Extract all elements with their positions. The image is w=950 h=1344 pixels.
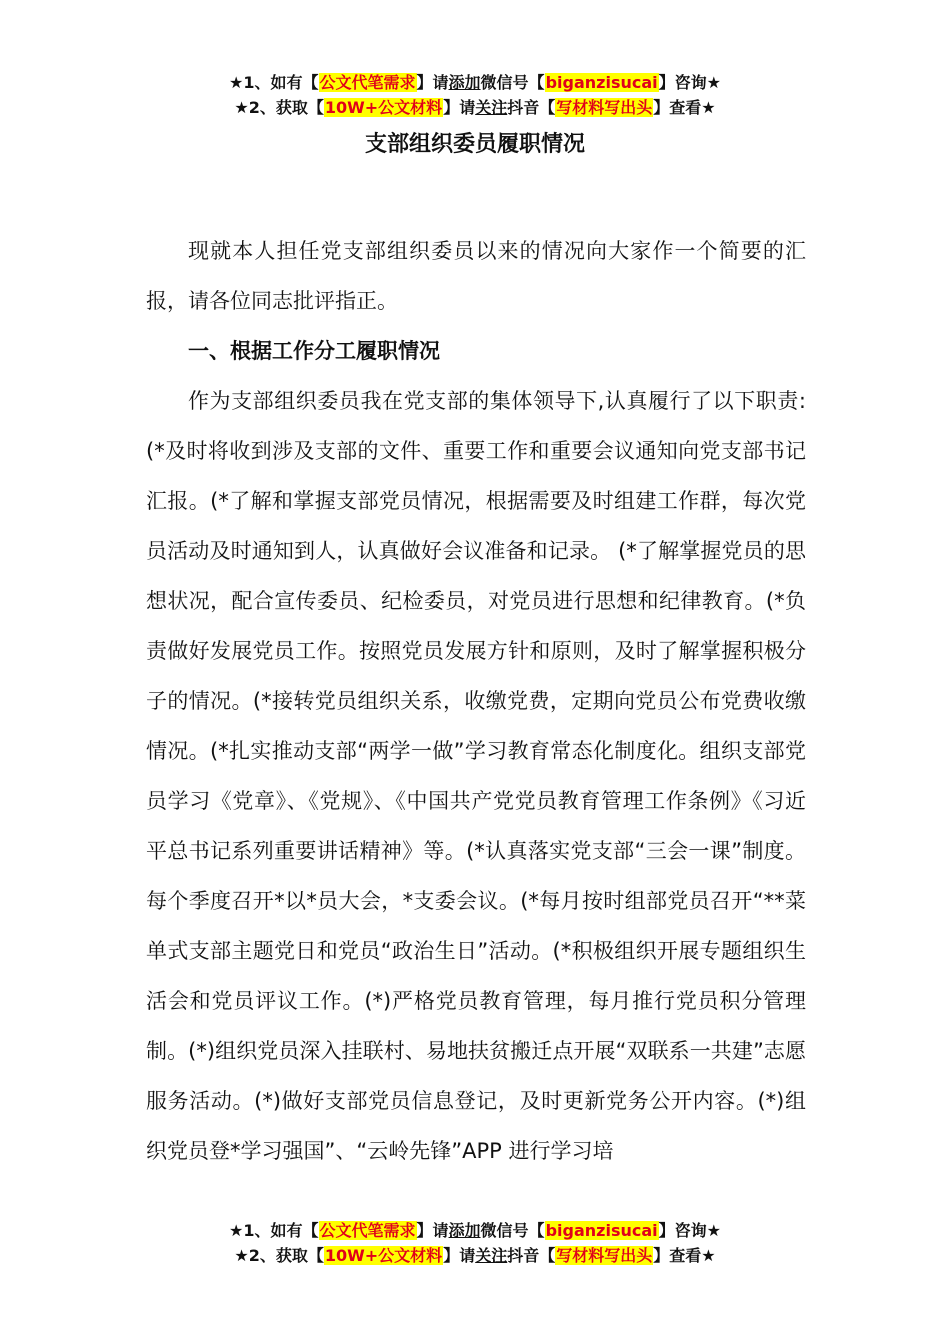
footer-banner xyxy=(0,1218,950,1268)
document-body xyxy=(146,226,806,1176)
banner-highlight: 公文代笔需求 xyxy=(319,1221,416,1240)
banner-text: 抖音【 xyxy=(507,98,556,117)
banner-underlined-text: 关注 xyxy=(475,1246,508,1265)
intro-paragraph: 现就本人担任党支部组织委员以来的情况向大家作一个简要的汇报，请各位同志批评指正。 xyxy=(146,239,806,313)
banner-highlight-douyin-id: 写材料写出头 xyxy=(556,98,653,117)
banner-line-2 xyxy=(0,95,950,120)
banner-text: 】请 xyxy=(443,98,476,117)
banner-suffix: 】查看★ xyxy=(653,1246,716,1265)
section-heading: 一、根据工作分工履职情况 xyxy=(188,339,440,363)
banner-text: 】请 xyxy=(416,1221,449,1240)
banner-prefix: ★1、如有【 xyxy=(229,1221,319,1240)
banner-prefix: ★2、获取【 xyxy=(234,1246,324,1265)
banner-text: 抖音【 xyxy=(507,1246,556,1265)
banner-highlight-douyin-id: 写材料写出头 xyxy=(556,1246,653,1265)
banner-underlined-text: 添加 xyxy=(448,73,481,92)
banner-suffix: 】查看★ xyxy=(653,98,716,117)
banner-underlined-text: 关注 xyxy=(475,98,508,117)
banner-suffix: 】咨询★ xyxy=(658,1221,721,1240)
banner-highlight-wechat-id: biganzisucai xyxy=(545,73,658,92)
banner-text: 微信号【 xyxy=(480,1221,545,1240)
banner-text: 微信号【 xyxy=(480,73,545,92)
banner-highlight: 公文代笔需求 xyxy=(319,73,416,92)
banner-underlined-text: 添加 xyxy=(448,1221,481,1240)
banner-prefix: ★2、获取【 xyxy=(234,98,324,117)
document-title: 支部组织委员履职情况 xyxy=(364,132,585,157)
banner-suffix: 】咨询★ xyxy=(658,73,721,92)
banner-prefix: ★1、如有【 xyxy=(229,73,319,92)
section-paragraph: 作为支部组织委员我在党支部的集体领导下,认真履行了以下职责:(*及时将收到涉及支部的文件、重要工作和重要会议通知向党支部书记汇报。(*了解和掌握支部党员情况，根据需要及时组建工作群，每次党员活动及时通知到人，认真做好会议准备和记录。 (*了解掌握党员的思想状况，配合宣传委员、纪检委员，对党员进行思想和纪律教育。(*负责做好发展党员工作。按照党员发展方针和原则，及时了解掌握积极分子的情况。(*接转党员组织关系，收缴党费，定期向党员公布党费收缴情况。(*扎实推动支部“两学一做”学习教育常态化制度化。组织支部党员学习《党章》、《党规》、《中国共产党党员教育管理工作条例》《习近平总书记系列重要讲话精神》等。(*认真落实党支部“三会一课”制度。每个季度召开*以*员大会，*支委会议。(*每月按时组部党员召开“**菜单式支部主题党日和党员“政治生日”活动。(*积极组织开展专题组织生活会和党员评议工作。(*)严格党员教育管理，每月推行党员积分管理制。(*)组织党员深入挂联村、易地扶贫搬迁点开展“双联系一共建”志愿服务活动。(*)做好支部党员信息登记，及时更新党务公开内容。(*)组织党员登*学习强国”、“云岭先锋”APP 进行学习培 xyxy=(146,389,806,1163)
banner-text: 】请 xyxy=(443,1246,476,1265)
banner-text: 】请 xyxy=(416,73,449,92)
banner-line-1 xyxy=(0,70,950,95)
banner-highlight: 10W+公文材料 xyxy=(324,98,443,117)
footer-line-2 xyxy=(0,1243,950,1268)
banner-highlight-wechat-id: biganzisucai xyxy=(545,1221,658,1240)
header-banner xyxy=(0,70,950,120)
banner-highlight: 10W+公文材料 xyxy=(324,1246,443,1265)
footer-line-1 xyxy=(0,1218,950,1243)
